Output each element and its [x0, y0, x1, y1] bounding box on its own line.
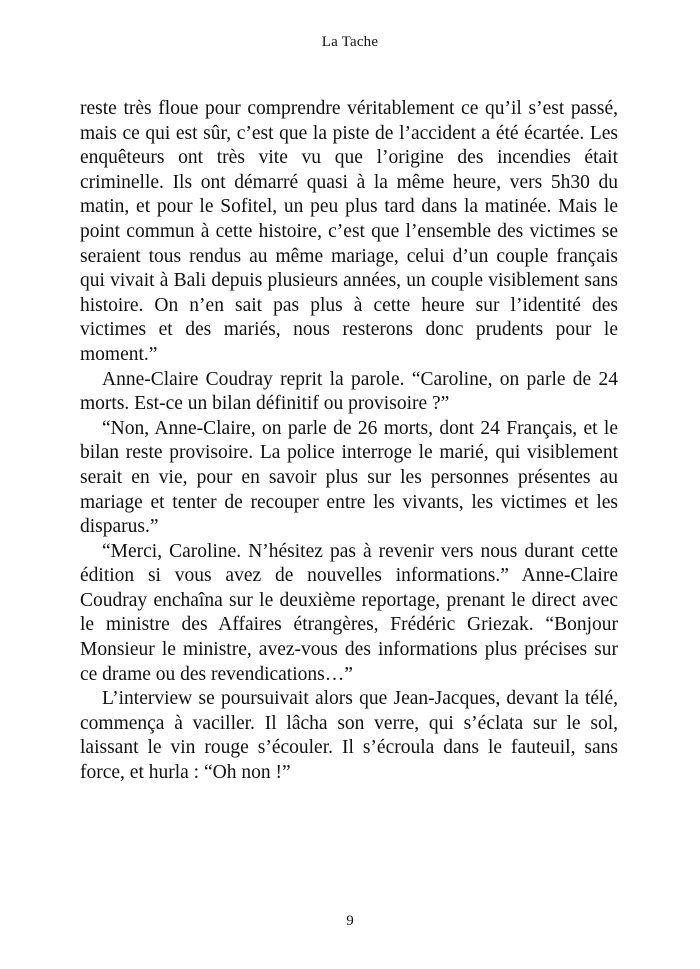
paragraph: “Merci, Caroline. N’hésitez pas à revenir vers nous durant cette édition si vous avez de nouvelles informations.” Anne-Claire Coudray enchaîna sur le deuxième reportage, prenant le direct avec le ministre des Affaires étrangères, Frédéric Griezak. “Bonjour Monsieur le ministre, avez-vous des informations plus précises sur ce drame ou des revendications…”	[80, 540, 618, 685]
paragraph: Anne-Claire Coudray reprit la parole. “Caroline, on parle de 24 morts. Est-ce un bilan définitif ou provisoire ?”	[80, 368, 618, 415]
paragraph: “Non, Anne-Claire, on parle de 26 morts, dont 24 Français, et le bilan reste provisoire. La police interroge le marié, qui visiblement serait en vie, pour en savoir plus sur les personnes présentes au mariage et tenter de recouper entre les vivants, les victimes et les disparus.”	[80, 417, 618, 538]
paragraph-continued: reste très floue pour comprendre véritablement ce qu’il s’est passé, mais ce qui est sûr, c’est que la piste de l’accident a été écartée. Les enquêteurs ont très vite vu que l’origine des incendies était criminelle. Ils ont démarré quasi à la même heure, vers 5h30 du matin, et pour le Sofitel, un peu plus tard dans la matinée. Mais le point commun à cette histoire, c’est que l’ensemble des victimes se seraient tous rendus au même mariage, celui d’un couple français qui vivait à Bali depuis plusieurs années, un couple visiblement sans histoire. On n’en sait pas plus à cette heure sur l’identité des victimes et des mariés, nous resterons donc prudents pour le moment.”	[80, 98, 618, 365]
page-number: 9	[346, 913, 354, 929]
running-header-title: La Tache	[321, 34, 379, 50]
paragraph: L’interview se poursuivait alors que Jean-Jacques, devant la télé, commença à vaciller. Il lâcha son verre, qui s’éclata sur le sol, laissant le vin rouge s’écouler. Il s’écroula dans le fauteuil, sans force, et hurla : “Oh non !”	[80, 688, 618, 784]
body-text	[80, 97, 618, 786]
